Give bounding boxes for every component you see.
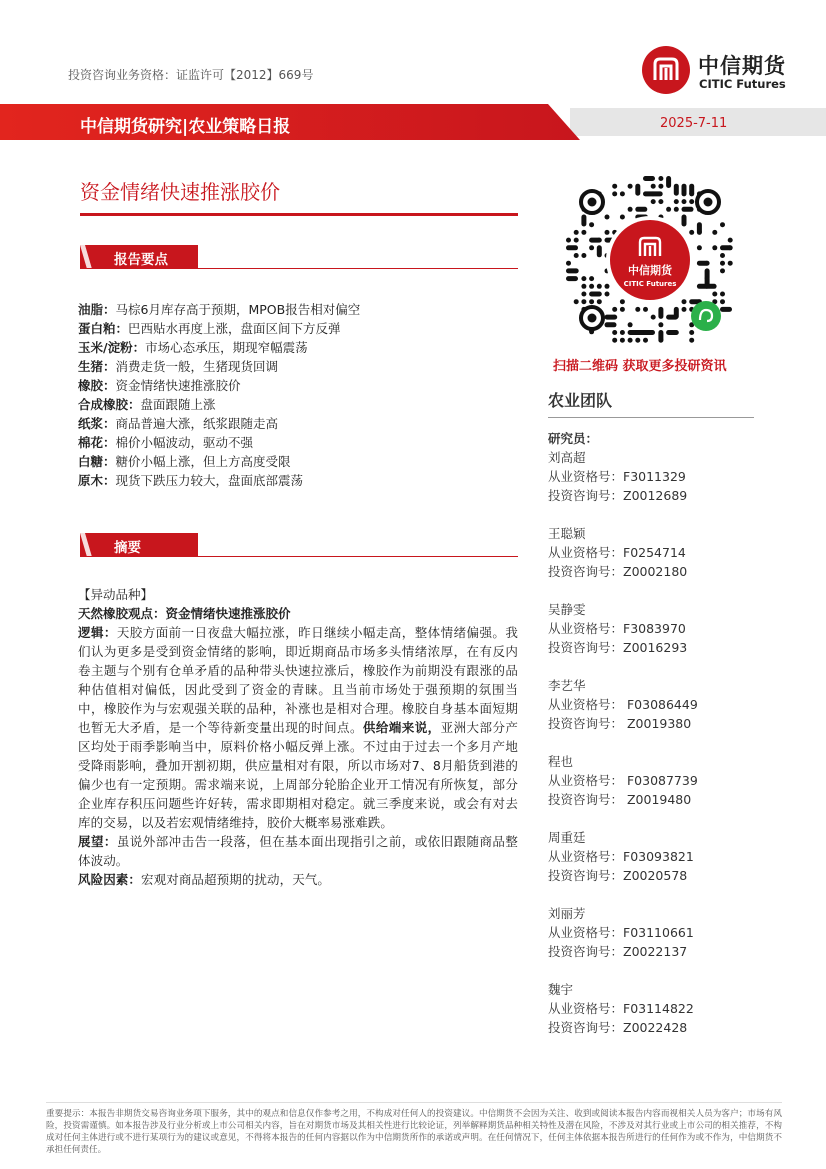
key-point-item [78, 300, 518, 319]
key-point-name: 白糖： [78, 454, 116, 469]
researcher-advisor: 投资咨询号：Z0002180 [548, 564, 688, 579]
qr-center-cn: 中信期货 [628, 264, 672, 277]
researcher-entry [548, 448, 778, 505]
report-banner [0, 104, 826, 140]
mini-program-icon [691, 301, 721, 331]
key-point-text: 现货下跌压力较大，盘面底部震荡 [115, 473, 304, 488]
risk-paragraph [78, 870, 518, 889]
summary-tab [80, 533, 198, 557]
researcher-license: 从业资格号：F03110661 [548, 925, 694, 940]
researcher-name: 程也 [548, 754, 574, 769]
key-point-name: 纸浆： [78, 416, 116, 431]
key-point-name: 玉米/淀粉： [78, 340, 146, 355]
logic-paragraph [78, 623, 518, 832]
supply-text: 亚洲大部分产区均处于雨季影响当中，原料价格小幅反弹上涨。不过由于过去一个多月产地受降雨影响，叠加开割初期，供应量相对有限，所以市场对7、8月船货到港的偏少也有一定预期。需求端来说，上周部分轮胎企业开工情况有所恢复，部分企业库存积压问题些许好转，需求即期相对稳定。就三季度来说，或会有对去库的交易，以及若宏观情绪维持，胶价大概率易涨难跌。 [78, 720, 518, 830]
rubber-view: 天然橡胶观点：资金情绪快速推涨胶价 [78, 606, 291, 621]
researcher-name: 刘高超 [548, 450, 586, 465]
key-point-text: 资金情绪快速推涨胶价 [115, 378, 241, 393]
anomaly-tag: 【异动品种】 [78, 587, 154, 602]
qr-center-en: CITIC Futures [623, 280, 677, 288]
key-point-text: 糖价小幅上涨，但上方高度受限 [115, 454, 291, 469]
researcher-entry [548, 904, 778, 961]
researcher-advisor: 投资咨询号：Z0020578 [548, 868, 688, 883]
key-point-name: 橡胶： [78, 378, 116, 393]
citic-logo-icon [642, 46, 690, 94]
key-point-name: 棉花： [78, 435, 116, 450]
team-list [548, 429, 778, 1056]
researcher-entry [548, 676, 778, 733]
researcher-license: 从业资格号：F03093821 [548, 849, 694, 864]
key-point-name: 合成橡胶： [78, 397, 141, 412]
researcher-entry [548, 524, 778, 581]
summary-label: 摘要 [114, 540, 141, 556]
summary-divider [80, 556, 518, 557]
disclaimer-text: 重要提示：本报告非期货交易咨询业务项下服务，其中的观点和信息仅作参考之用，不构成对任何人的投资建议。中信期货不会因为关注、收到或阅读本报告内容而视相关人员为客户；市场有风险，投资需谨慎。如本报告涉及行业分析或上市公司相关内容，旨在对期货市场及其相关性进行比较论证，列举解释期货品种相关特性及潜在风险，不涉及对其行业或上市公司的相关推荐，不构成对任何主体进行或不进行某项行为的建议或意见，不得将本报告的任何内容据以作为中信期货所作的承诺或声明。在任何情况下，任何主体依据本报告所进行的任何作为或不作为，中信期货不承担任何责任。 [46, 1109, 782, 1155]
researcher-name: 吴静雯 [548, 602, 586, 617]
key-point-text: 市场心态承压，期现窄幅震荡 [145, 340, 308, 355]
key-point-item [78, 319, 518, 338]
researcher-name: 魏宇 [548, 982, 574, 997]
key-points-tab [80, 245, 198, 269]
key-point-item [78, 357, 518, 376]
researcher-license: 从业资格号：F3083970 [548, 621, 686, 636]
logic-label: 逻辑： [78, 625, 117, 640]
key-point-item [78, 376, 518, 395]
qr-code[interactable] [560, 170, 740, 350]
logo-cn-text: 中信期货 [698, 54, 786, 78]
researcher-license: 从业资格号：F0254714 [548, 545, 686, 560]
researcher-entry [548, 600, 778, 657]
researcher-license: 从业资格号：F3011329 [548, 469, 686, 484]
key-point-text: 商品普遍大涨，纸浆跟随走高 [115, 416, 279, 431]
key-point-text: 马棕6月库存高于预期，MPOB报告相对偏空 [115, 302, 361, 317]
researcher-entry [548, 980, 778, 1037]
researcher-license: 从业资格号： F03086449 [548, 697, 698, 712]
key-point-name: 蛋白粕： [78, 321, 129, 336]
researcher-license: 从业资格号：F03114822 [548, 1001, 694, 1016]
researcher-name: 刘丽芳 [548, 906, 586, 921]
report-title: 资金情绪快速推涨胶价 [80, 180, 280, 204]
key-point-name: 生猪： [78, 359, 116, 374]
key-point-text: 巴西贴水再度上涨，盘面区间下方反弹 [128, 321, 341, 336]
team-divider [548, 417, 754, 418]
researcher-license: 从业资格号： F03087739 [548, 773, 698, 788]
report-date: 2025-7-11 [660, 116, 728, 131]
license-text: 投资咨询业务资格：证监许可【2012】669号 [68, 68, 314, 82]
researcher-advisor: 投资咨询号：Z0022137 [548, 944, 688, 959]
key-point-name: 原木： [78, 473, 116, 488]
researcher-label: 研究员： [548, 431, 599, 446]
researcher-name: 周重廷 [548, 830, 586, 845]
researcher-advisor: 投资咨询号：Z0022428 [548, 1020, 688, 1035]
researcher-name: 王聪颖 [548, 526, 586, 541]
banner-title: 中信期货研究|农业策略日报 [80, 117, 291, 137]
key-points-divider [80, 268, 518, 269]
outlook-text: 虽说外部冲击告一段落，但在基本面出现指引之前，或依旧跟随商品整体波动。 [78, 834, 518, 868]
researcher-advisor: 投资咨询号： Z0019480 [548, 792, 692, 807]
key-points-list [78, 300, 518, 490]
key-point-item [78, 433, 518, 452]
summary-body [78, 585, 518, 889]
disclaimer-divider [46, 1102, 782, 1103]
key-point-item [78, 452, 518, 471]
researcher-advisor: 投资咨询号：Z0016293 [548, 640, 688, 655]
qr-caption: 扫描二维码 获取更多投研资讯 [553, 359, 727, 374]
citic-futures-logo [642, 46, 812, 96]
key-point-item [78, 414, 518, 433]
key-point-item [78, 471, 518, 490]
researcher-entry [548, 828, 778, 885]
logic-text: 天胶方面前一日夜盘大幅拉涨，昨日继续小幅走高，整体情绪偏强。我们认为更多是受到资金情绪的影响，即近期商品市场多头情绪浓厚，在有反内卷主题与个别有仓单矛盾的品种带头快速拉涨后，橡胶作为前期没有跟涨的品种估值相对偏低，因此受到了资金的青睐。且当前市场处于强预期的氛围当中，橡胶作为与宏观强关联的品种，补涨也是相对合理。橡胶自身基本面短期也暂无大矛盾，是一个等待新变量出现的时间点。 [78, 625, 518, 735]
researcher-entry [548, 752, 778, 809]
researcher-advisor: 投资咨询号： Z0019380 [548, 716, 692, 731]
key-point-text: 盘面跟随上涨 [140, 397, 216, 412]
key-point-text: 消费走货一般，生猪现货回调 [115, 359, 279, 374]
key-point-text: 棉价小幅波动，驱动不强 [115, 435, 254, 450]
outlook-paragraph [78, 832, 518, 870]
logo-en-text: CITIC Futures [699, 77, 786, 91]
team-title: 农业团队 [548, 391, 613, 410]
researcher-advisor: 投资咨询号：Z0012689 [548, 488, 688, 503]
risk-label: 风险因素： [78, 872, 142, 887]
supply-label: 供给端来说， [362, 720, 441, 735]
key-point-name: 油脂： [78, 302, 116, 317]
title-divider [80, 213, 518, 216]
outlook-label: 展望： [78, 834, 117, 849]
key-point-item [78, 395, 518, 414]
researcher-name: 李艺华 [548, 678, 586, 693]
key-point-item [78, 338, 518, 357]
risk-text: 宏观对商品超预期的扰动，天气。 [141, 872, 331, 887]
key-points-label: 报告要点 [114, 252, 168, 268]
qr-code-graphic [560, 170, 740, 350]
